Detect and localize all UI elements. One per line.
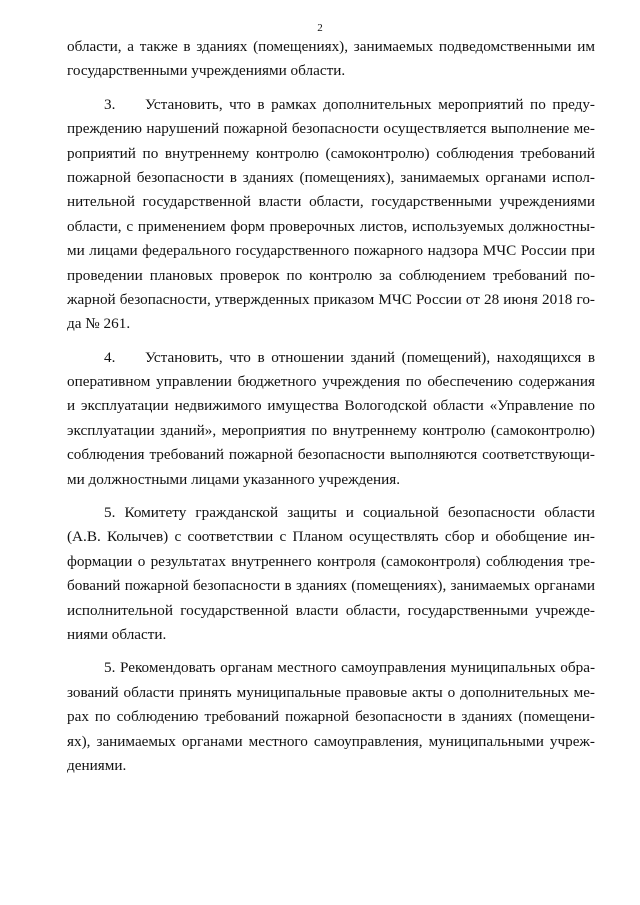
text-line: оперативном управлении бюджетного учреждения по обеспечению содержания [67,373,595,391]
text-line: ниями области. [67,625,167,643]
text-line: преждению нарушений пожарной безопасности осуществляется выполнение ме- [67,120,595,138]
text-line: области, с применением форм проверочных листов, используемых должностны- [67,217,595,235]
text-line: эксплуатации зданий», мероприятия по внутреннему контролю (самоконтролю) [67,421,595,439]
text-line: ми должностными лицами указанного учреждения. [67,470,401,488]
text-line: нительной государственной власти области, государственными учреждениями [67,193,595,211]
text-line: ях), занимаемых органами местного самоуправления, муниципальными учреж- [67,732,595,750]
text-line: пожарной безопасности в зданиях (помещениях), занимаемых органами испол- [67,168,595,186]
item-number: 3. [104,95,116,113]
paragraph-item-5-committee [67,501,595,647]
paragraph-continuation [67,35,595,84]
paragraph-item-4 [67,346,595,492]
text-line: формации о результатах внутреннего контроля (самоконтроля) соблюдения тре- [67,552,595,570]
text-line: (А.В. Колычев) с соответствии с Планом осуществлять сбор и обобщение ин- [67,528,595,546]
text-line: государственными учреждениями области. [67,62,346,80]
text-line: роприятий по внутреннему контролю (самоконтролю) соблюдения требований [67,144,595,162]
paragraph-item-5-recommend [67,656,595,778]
text-line: да № 261. [67,315,131,333]
text-line: исполнительной государственной власти области, государственными учрежде- [67,601,595,619]
paragraph-item-3 [67,93,595,337]
text-line: соблюдения требований пожарной безопасности выполняются соответствующи- [67,446,595,464]
text-line: и эксплуатации недвижимого имущества Вологодской области «Управление по [67,397,595,415]
text-line: проведении плановых проверок по контролю за соблюдением требований по- [67,266,595,284]
item-number: 4. [104,348,116,366]
text-line: 5. Комитету гражданской защиты и социальной безопасности области [104,504,595,522]
text-line: Установить, что в рамках дополнительных мероприятий по преду- [145,95,595,113]
text-line: жарной безопасности, утвержденных приказом МЧС России от 28 июня 2018 го- [67,290,595,308]
text-line: Установить, что в отношении зданий (помещений), находящихся в [145,348,595,366]
text-line: ми лицами федерального государственного пожарного надзора МЧС России при [67,242,595,260]
text-line: дениями. [67,756,127,774]
page-number: 2 [317,22,323,34]
text-line: зований области принять муниципальные правовые акты о дополнительных ме- [67,683,595,701]
text-line: области, а также в зданиях (помещениях), занимаемых подведомственными им [67,38,595,55]
text-line: 5. Рекомендовать органам местного самоуправления муниципальных обра- [104,659,595,677]
document-body [67,35,595,778]
text-line: рах по соблюдению требований пожарной безопасности в зданиях (помещени- [67,708,595,726]
text-line-first [67,93,595,117]
text-line-first [67,346,595,370]
text-line: бований пожарной безопасности в зданиях (помещениях), занимаемых органами [67,577,595,595]
